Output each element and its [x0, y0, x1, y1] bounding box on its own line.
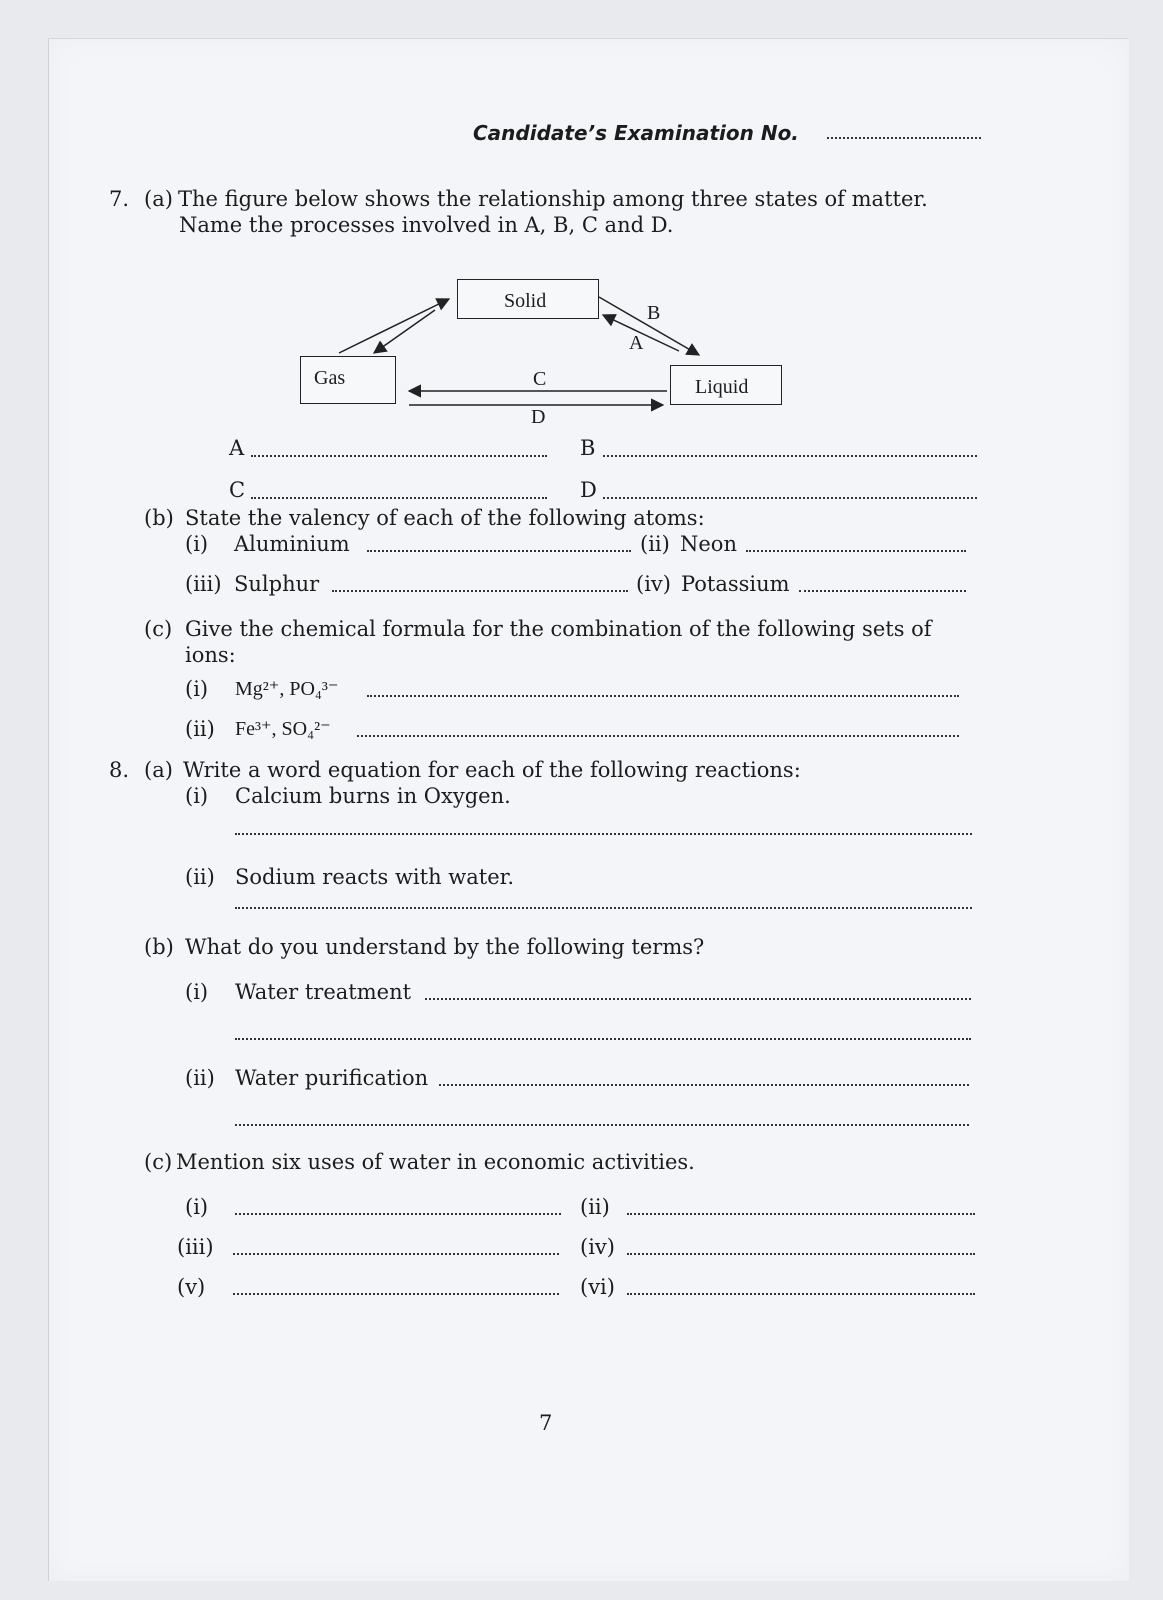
answer-c-field[interactable] — [251, 497, 547, 499]
q8a-tag: (a) — [144, 758, 173, 782]
answer-a-field[interactable] — [251, 455, 547, 457]
solid-label: Solid — [504, 290, 547, 312]
q8c-question: Mention six uses of water in economic activities. — [176, 1150, 695, 1174]
q8b-i-text: Water treatment — [235, 980, 412, 1004]
word-equation-sodium-field[interactable] — [235, 907, 972, 909]
q8c-i-tag: (i) — [185, 1195, 209, 1219]
q8c-vi-tag: (vi) — [580, 1275, 615, 1299]
q8a-i-text: Calcium burns in Oxygen. — [235, 784, 511, 808]
q7c-ii-ions: Fe³⁺, SO₄²⁻ — [235, 718, 331, 740]
q7b-iv-label: Potassium — [681, 572, 790, 596]
valency-aluminium-field[interactable] — [367, 550, 631, 552]
q7a-tag: (a) — [144, 187, 173, 211]
valency-sulphur-field[interactable] — [332, 590, 628, 592]
q7b-question: State the valency of each of the following atoms: — [185, 506, 705, 530]
use-i-field[interactable] — [235, 1213, 561, 1215]
q7b-iii-tag: (iii) — [185, 572, 222, 596]
exam-number-label: Candidate’s Examination No. — [473, 121, 799, 145]
q7b-tag: (b) — [144, 506, 174, 530]
q7b-iv-tag: (iv) — [636, 572, 671, 596]
q8b-ii-text: Water purification — [235, 1066, 429, 1090]
q7b-iii-label: Sulphur — [234, 572, 320, 596]
answer-d-label: D — [580, 478, 597, 502]
q8a-ii-tag: (ii) — [185, 865, 215, 889]
word-equation-calcium-field[interactable] — [235, 833, 972, 835]
process-d-label: D — [531, 406, 546, 428]
use-ii-field[interactable] — [627, 1213, 975, 1215]
answer-c-label: C — [229, 478, 246, 502]
valency-potassium-field[interactable] — [799, 590, 966, 592]
q7c-i-ions: Mg²⁺, PO₄³⁻ — [235, 678, 339, 700]
q7c-question-line2: ions: — [185, 643, 236, 667]
q8b-i-tag: (i) — [185, 980, 209, 1004]
process-a-label: A — [629, 332, 644, 354]
q8a-i-tag: (i) — [185, 784, 209, 808]
answer-b-label: B — [580, 436, 596, 460]
page-number: 7 — [539, 1411, 553, 1435]
q7a-question-line2: Name the processes involved in A, B, C and D. — [179, 213, 674, 237]
formula-ii-field[interactable] — [357, 735, 959, 737]
water-treatment-field-line2[interactable] — [235, 1038, 971, 1040]
q8c-iii-tag: (iii) — [177, 1235, 214, 1259]
use-iii-field[interactable] — [233, 1253, 559, 1255]
q7b-i-tag: (i) — [185, 532, 209, 556]
q7b-ii-label: Neon — [680, 532, 737, 556]
q7b-ii-tag: (ii) — [640, 532, 670, 556]
liquid-label: Liquid — [695, 376, 749, 398]
exam-page — [48, 38, 1129, 1581]
answer-d-field[interactable] — [603, 497, 977, 499]
q8b-tag: (b) — [144, 935, 174, 959]
q8c-ii-tag: (ii) — [580, 1195, 610, 1219]
water-purification-field-line2[interactable] — [235, 1124, 969, 1126]
q8a-ii-text: Sodium reacts with water. — [235, 865, 515, 889]
water-treatment-field-line1[interactable] — [425, 998, 971, 1000]
q8b-ii-tag: (ii) — [185, 1066, 215, 1090]
q8c-v-tag: (v) — [177, 1275, 206, 1299]
gas-label: Gas — [314, 367, 346, 389]
q7b-i-label: Aluminium — [234, 532, 350, 556]
process-b-label: B — [647, 302, 661, 324]
q8-number: 8. — [109, 758, 130, 782]
q8c-tag: (c) — [144, 1150, 173, 1174]
use-vi-field[interactable] — [627, 1293, 975, 1295]
diagram-arrows — [49, 39, 1129, 459]
use-v-field[interactable] — [233, 1293, 559, 1295]
q8c-iv-tag: (iv) — [580, 1235, 615, 1259]
q7a-question-line1: The figure below shows the relationship among three states of matter. — [178, 187, 928, 211]
gas-to-solid-arrow — [339, 299, 449, 353]
answer-b-field[interactable] — [603, 455, 977, 457]
q8b-question: What do you understand by the following terms? — [185, 935, 705, 959]
use-iv-field[interactable] — [627, 1253, 975, 1255]
valency-neon-field[interactable] — [746, 550, 966, 552]
q7-number: 7. — [109, 187, 130, 211]
q7c-question-line1: Give the chemical formula for the combination of the following sets of — [185, 617, 932, 641]
q7c-ii-tag: (ii) — [185, 717, 215, 741]
q7c-tag: (c) — [144, 617, 173, 641]
answer-a-label: A — [229, 436, 245, 460]
formula-i-field[interactable] — [367, 695, 959, 697]
q8a-question: Write a word equation for each of the following reactions: — [183, 758, 801, 782]
water-purification-field-line1[interactable] — [439, 1084, 969, 1086]
q7c-i-tag: (i) — [185, 677, 209, 701]
process-c-label: C — [533, 368, 547, 390]
